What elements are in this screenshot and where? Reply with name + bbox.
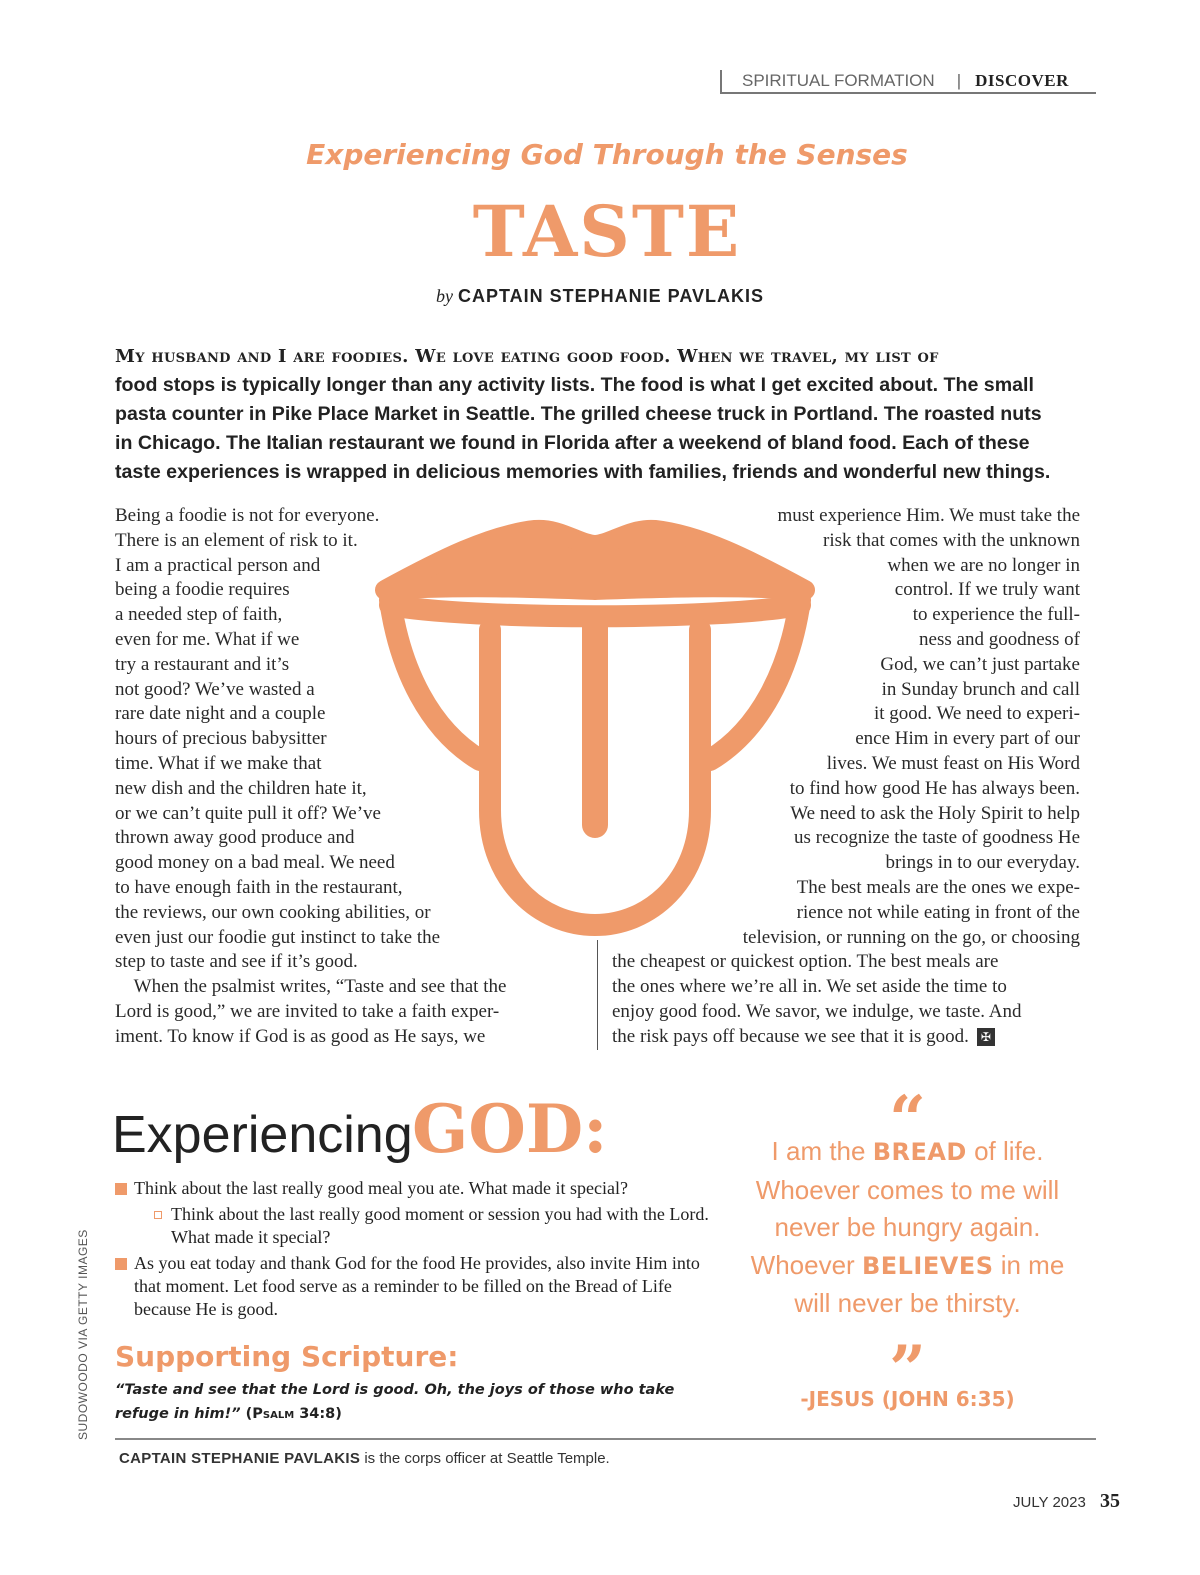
supporting-scripture-verse: “Taste and see that the Lord is good. Oh, the joys of those who take refuge in him!” (Psalm 34:8) (115, 1382, 675, 1422)
body-line: lives. We must feast on His Word (826, 752, 1080, 774)
body-line: rare date night and a couple (115, 703, 326, 725)
bullet-hollow-square-icon (154, 1211, 162, 1219)
body-line: rience not while eating in front of the (796, 901, 1080, 923)
body-line: being a foodie requires (115, 579, 290, 601)
body-line: to have enough faith in the restaurant, (115, 876, 403, 898)
sidebar-heading-accent: GOD: (412, 1090, 608, 1168)
body-line: the reviews, our own cooking abilities, or (115, 901, 431, 923)
list-item: As you eat today and thank God for the food He provides, also invite Him into that moment. Let food serve as a reminder to be filled on the Bread of Life because He is good. (115, 1252, 725, 1321)
body-line: must experience Him. We must take the (777, 505, 1080, 526)
body-line: There is an element of risk to it. (115, 529, 358, 551)
intro-line: taste experiences is wrapped in delicious memories with families, friends and wonderful new things. (115, 461, 1051, 483)
body-line: television, or running on the go, or choosing (742, 926, 1080, 948)
byline: by CAPTAIN STEPHANIE PAVLAKIS (435, 286, 765, 306)
bio-name: CAPTAIN STEPHANIE PAVLAKIS (119, 1450, 361, 1467)
body-line: new dish and the children hate it, (115, 777, 367, 799)
body-line: control. If we truly want (894, 579, 1080, 601)
body-line: try a restaurant and it’s (115, 653, 290, 675)
body-line: to experience the full- (912, 604, 1080, 626)
photo-credit: SUDOWOODO VIA GETTY IMAGES (76, 1229, 90, 1440)
close-quote-icon: ” (889, 1332, 926, 1407)
body-line: the ones where we’re all in. We set aside the time to (612, 976, 1007, 998)
byline-author: CAPTAIN STEPHANIE PAVLAKIS (457, 286, 765, 306)
issue-date: JULY 2023 (1012, 1494, 1086, 1511)
body-line: a needed step of faith, (115, 604, 283, 626)
article-column-left (115, 504, 585, 1050)
column-divider (597, 940, 598, 1050)
body-line: iment. To know if God is as good as He says, we (115, 1025, 486, 1047)
header-separator: | (956, 71, 962, 90)
author-bio: CAPTAIN STEPHANIE PAVLAKIS is the corps officer at Seattle Temple. (119, 1450, 610, 1467)
supporting-scripture-heading: Supporting Scripture: (115, 1340, 459, 1373)
body-line: even just our foodie gut instinct to take the (115, 926, 441, 948)
body-line: it good. We need to experi- (873, 703, 1080, 725)
category-label: DISCOVER (975, 71, 1069, 90)
intro-paragraph (115, 342, 1083, 487)
body-line: when we are no longer in (887, 554, 1080, 576)
pull-quote: I am the BREAD of life. Whoever comes to me will never be hungry again. Whoever BELIEVES in me will never be thirsty. (750, 1136, 1065, 1318)
section-header (720, 70, 1096, 94)
body-line: God, we can’t just partake (880, 653, 1080, 675)
body-line: time. What if we make that (115, 752, 322, 774)
body-line: brings in to our everyday. (885, 852, 1080, 874)
footer-rule (115, 1438, 1096, 1440)
body-line: step to taste and see if it’s good. (115, 951, 358, 973)
list-item: Think about the last really good moment or session you had with the Lord. What made it special? (115, 1203, 725, 1249)
quote-attribution: -JESUS (JOHN 6:35) (800, 1387, 1015, 1411)
body-line: I am a practical person and (115, 554, 321, 576)
body-line: thrown away good produce and (115, 827, 355, 849)
bullet-square-icon (115, 1183, 127, 1195)
end-mark-icon: ✠ (977, 1028, 995, 1046)
series-title: Experiencing God Through the Senses (306, 138, 908, 171)
body-line: the cheapest or quickest option. The best meals are (612, 951, 999, 973)
page-folio (1013, 1490, 1120, 1513)
list-item: Think about the last really good meal you ate. What made it special? (115, 1177, 725, 1200)
section-label: SPIRITUAL FORMATION (742, 71, 935, 90)
body-line: We need to ask the Holy Spirit to help (790, 802, 1080, 824)
body-line: risk that comes with the unknown (823, 529, 1080, 551)
body-line: ence Him in every part of our (855, 728, 1080, 750)
body-line: or we can’t quite pull it off? We’ve (115, 802, 381, 824)
article-column-right (612, 504, 1080, 1050)
body-line: in Sunday brunch and call (881, 678, 1080, 700)
article-title: TASTE (472, 190, 742, 273)
page-number: 35 (1100, 1490, 1120, 1512)
body-line: good money on a bad meal. We need (115, 852, 395, 874)
body-line: Lord is good,” we are invited to take a faith exper- (115, 1000, 500, 1022)
body-line: to find how good He has always been. (789, 777, 1080, 799)
body-line: enjoy good food. We savor, we indulge, we taste. And (612, 1000, 1022, 1022)
body-line: ness and goodness of (919, 628, 1080, 650)
open-quote-icon: “ (889, 1082, 926, 1157)
body-line: hours of precious babysitter (115, 728, 327, 750)
sidebar-bullets (115, 1177, 725, 1324)
intro-line: in Chicago. The Italian restaurant we found in Florida after a weekend of bland food. Each of these (115, 432, 1030, 454)
intro-line: food stops is typically longer than any activity lists. The food is what I get excited about. The small (115, 374, 1034, 396)
body-line: not good? We’ve wasted a (115, 678, 315, 700)
body-line: The best meals are the ones we expe- (796, 876, 1080, 898)
body-line: us recognize the taste of goodness He (794, 827, 1080, 849)
body-line: Being a foodie is not for everyone. (115, 505, 380, 526)
bullet-square-icon (115, 1258, 127, 1270)
intro-line: pasta counter in Pike Place Market in Seattle. The grilled cheese truck in Portland. The roasted nuts (115, 403, 1042, 425)
scripture-reference: (Psalm 34:8) (245, 1406, 342, 1422)
body-line-last: the risk pays off because we see that it is good. ✠ (612, 1025, 1080, 1050)
intro-lead: My husband and I are foodies. We love eating good food. When we travel, my list of (115, 346, 939, 367)
body-line: When the psalmist writes, “Taste and see that the (115, 976, 507, 998)
body-line: even for me. What if we (115, 628, 300, 650)
sidebar-heading-word: Experiencing (112, 1106, 413, 1164)
